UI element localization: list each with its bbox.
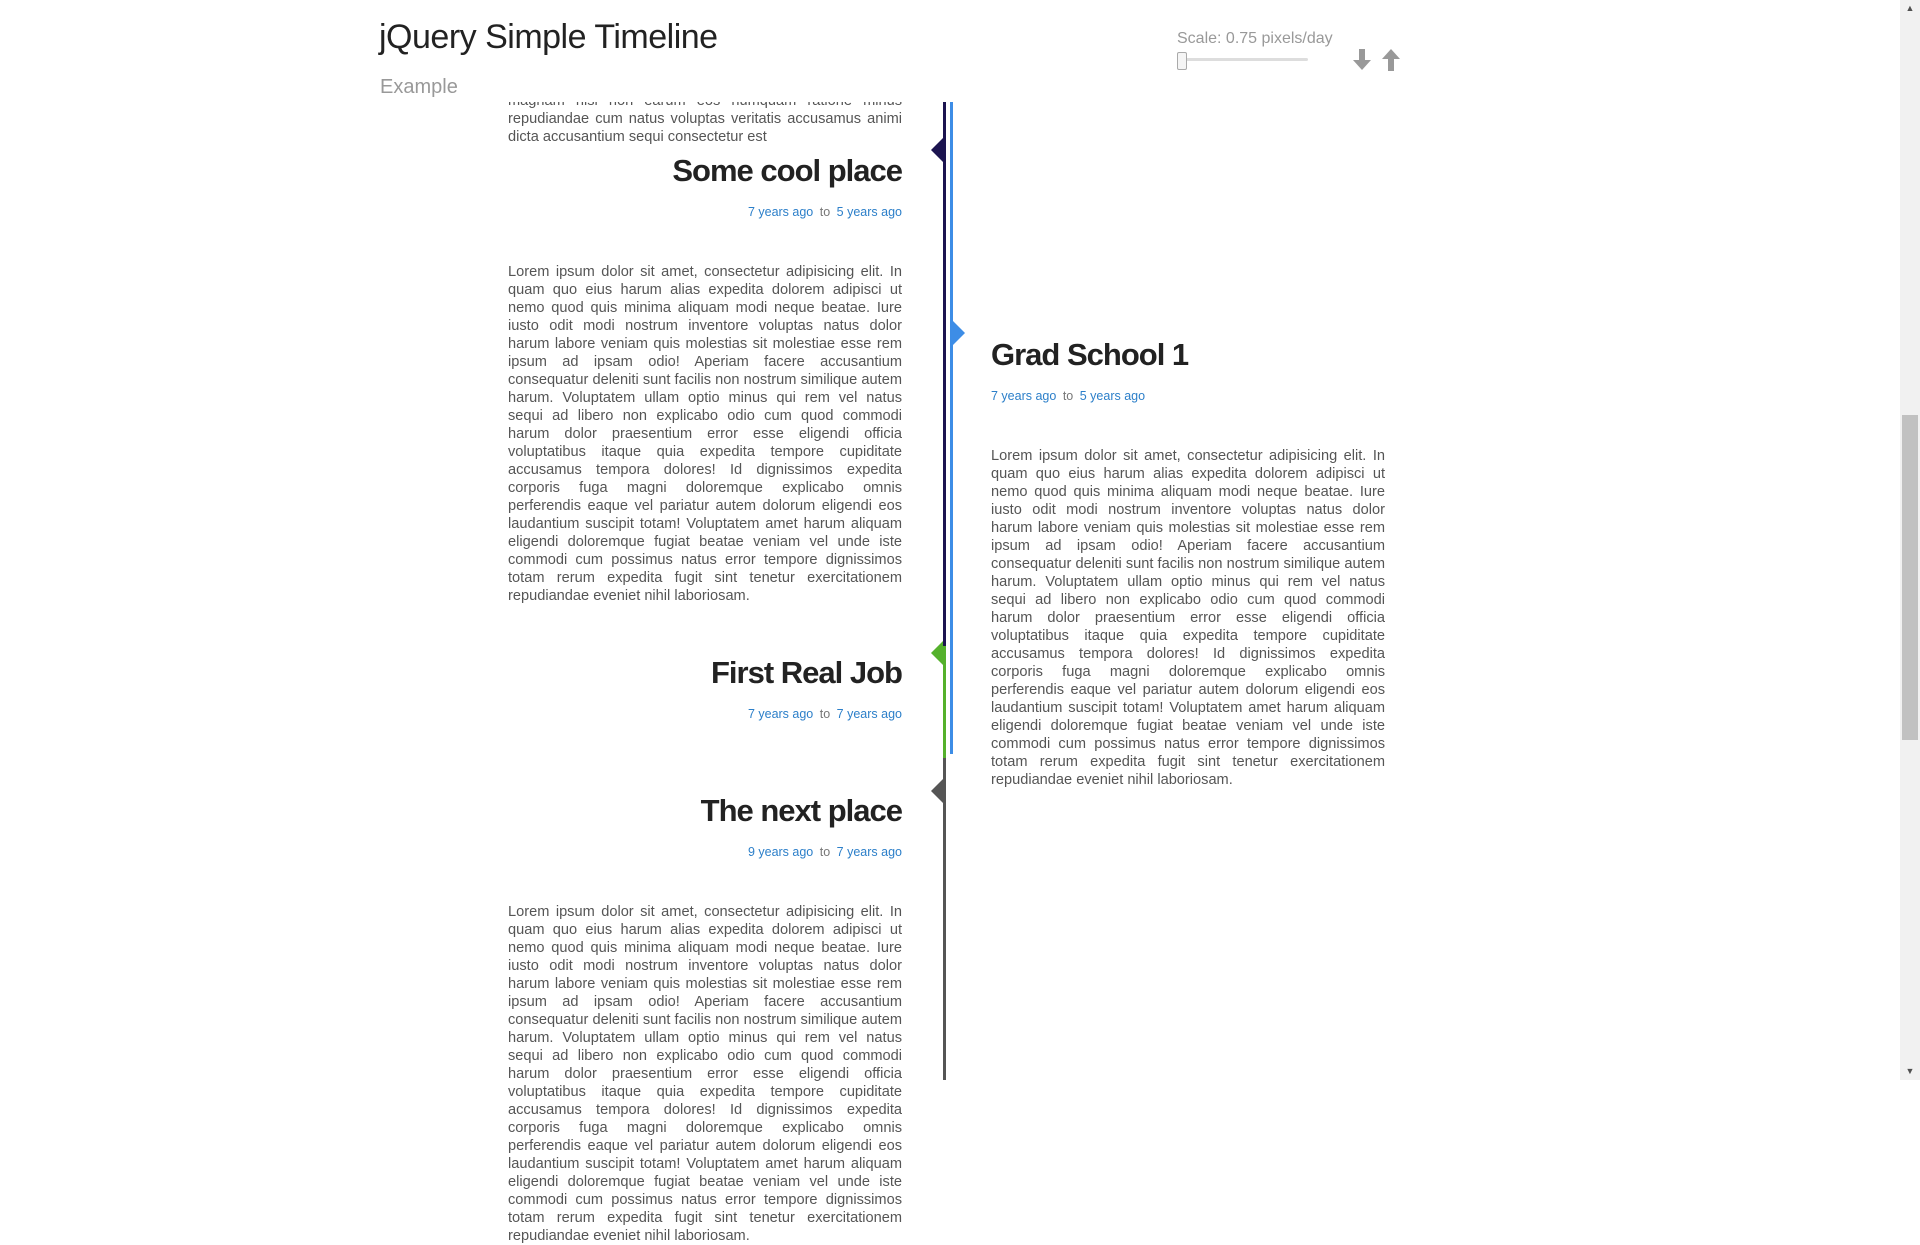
vertical-scrollbar[interactable] (1900, 0, 1920, 1080)
event-grad-school-1 (991, 337, 1385, 788)
event-start-link[interactable]: 7 years ago (991, 389, 1057, 403)
event-end-link[interactable]: 7 years ago (836, 707, 902, 721)
event-first-real-job (508, 655, 902, 721)
event-title: Grad School 1 (991, 337, 1189, 372)
event-title: Some cool place (672, 153, 902, 188)
scale-label: Scale: 0.75 pixels/day (1177, 30, 1333, 47)
event-some-cool-place (508, 153, 902, 621)
event-date-sep: to (819, 205, 831, 219)
event-start-link[interactable]: 7 years ago (747, 205, 814, 219)
event-next-place (508, 793, 902, 1244)
scrollbar-thumb[interactable] (1902, 415, 1918, 740)
event-date-sep: to (819, 707, 831, 721)
event-dates (508, 205, 902, 219)
event-title: First Real Job (711, 655, 902, 690)
event-end-link[interactable]: 7 years ago (836, 845, 902, 859)
scroll-up-icon[interactable]: ▲ (1905, 3, 1915, 13)
header (0, 0, 1900, 102)
marker-next-place (931, 779, 943, 803)
event-dates (508, 845, 902, 859)
marker-some-cool-place (931, 138, 943, 162)
event-description: Lorem ipsum dolor sit amet, consectetur adipisicing elit. In quam quo eius harum alias expedita dolorem adipisci ut nemo quod quis minima aliquam modi neque beatae. Iure iusto odit modi nostrum inventore voluptas natus dolor harum labore veniam quis molestias sit molestiae esse rem ipsum ad ipsam odio! Aperiam facere accusantium consequatur deleniti sunt facilis non nostrum similique autem harum. Voluptatem ullam optio minus qui rem vel natus sequi ad libero non explicabo odio cum quod commodi harum dolor praesentium error esse eligendi officia voluptatibus itaque quia expedita tempore cupiditate accusamus tempora dolores! Id dignissimos expedita corporis fuga magni doloremque explicabo omnis perferendis eaque vel pariatur autem dolorum eligendi eos laudantium suscipit totam! Voluptatem amet harum aliquam eligendi doloremque fugiat beatae veniam vel unde iste commodi cum possimus natus error tempore dignissimos totam rerum expedita fugit sint tenetur exercitationem repudiandae eveniet nihil laboriosam. (991, 448, 1385, 788)
marker-grad-school-1 (953, 321, 965, 345)
timeline-line-green (943, 646, 946, 758)
event-title: The next place (700, 793, 902, 828)
event-date-sep: to (819, 845, 831, 859)
zoom-in-arrow-up-icon[interactable] (1377, 46, 1405, 74)
scroll-down-icon[interactable]: ▼ (1905, 1066, 1915, 1076)
event-end-link[interactable]: 5 years ago (1079, 389, 1146, 403)
timeline-line-blue (950, 102, 953, 754)
zoom-out-arrow-down-icon[interactable] (1348, 46, 1376, 74)
page-subtitle: Example (380, 76, 458, 98)
scale-slider-track[interactable] (1178, 58, 1308, 61)
page-title: jQuery Simple Timeline (379, 18, 718, 56)
event-start-link[interactable]: 9 years ago (747, 845, 814, 859)
marker-first-real-job (931, 641, 943, 665)
event-dates (991, 389, 1385, 403)
event-start-link[interactable]: 7 years ago (747, 707, 814, 721)
timeline-line-navy (943, 102, 946, 646)
event-description: Lorem ipsum dolor sit amet, consectetur adipisicing elit. In quam quo eius harum alias expedita dolorem adipisci ut nemo quod quis minima aliquam modi neque beatae. Iure iusto odit modi nostrum inventore voluptas natus dolor harum labore veniam quis molestias sit molestiae esse rem ipsum ad ipsam odio! Aperiam facere accusantium consequatur deleniti sunt facilis non nostrum similique autem harum. Voluptatem ullam optio minus qui rem vel natus sequi ad libero non explicabo odio cum quod commodi harum dolor praesentium error esse eligendi officia voluptatibus itaque quia expedita tempore cupiditate accusamus tempora dolores! Id dignissimos expedita corporis fuga magni doloremque explicabo omnis perferendis eaque vel pariatur autem dolorum eligendi eos laudantium suscipit totam! Voluptatem amet harum aliquam eligendi doloremque fugiat beatae veniam vel unde iste commodi cum possimus natus error tempore dignissimos totam rerum expedita fugit sint tenetur exercitationem repudiandae eveniet nihil laboriosam. (508, 264, 902, 604)
event-dates (508, 707, 902, 721)
event-date-sep: to (1062, 389, 1074, 403)
event-end-link[interactable]: 5 years ago (836, 205, 902, 219)
scale-slider-handle[interactable] (1177, 52, 1187, 70)
event-description: repudiandae cum natus voluptas veritatis accusamus animi dicta accusantium sequi consectetur est (508, 111, 902, 145)
event-description: Lorem ipsum dolor sit amet, consectetur adipisicing elit. In quam quo eius harum alias expedita dolorem adipisci ut nemo quod quis minima aliquam modi neque beatae. Iure iusto odit modi nostrum inventore voluptas natus dolor harum labore veniam quis molestias sit molestiae esse rem ipsum ad ipsam odio! Aperiam facere accusantium consequatur deleniti sunt facilis non nostrum similique autem harum. Voluptatem ullam optio minus qui rem vel natus sequi ad libero non explicabo odio cum quod commodi harum dolor praesentium error esse eligendi officia voluptatibus itaque quia expedita tempore cupiditate accusamus tempora dolores! Id dignissimos expedita corporis fuga magni doloremque explicabo omnis perferendis eaque vel pariatur autem dolorum eligendi eos laudantium suscipit totam! Voluptatem amet harum aliquam eligendi doloremque fugiat beatae veniam vel unde iste commodi cum possimus natus error tempore dignissimos totam rerum expedita fugit sint tenetur exercitationem repudiandae eveniet nihil laboriosam. (508, 904, 902, 1244)
